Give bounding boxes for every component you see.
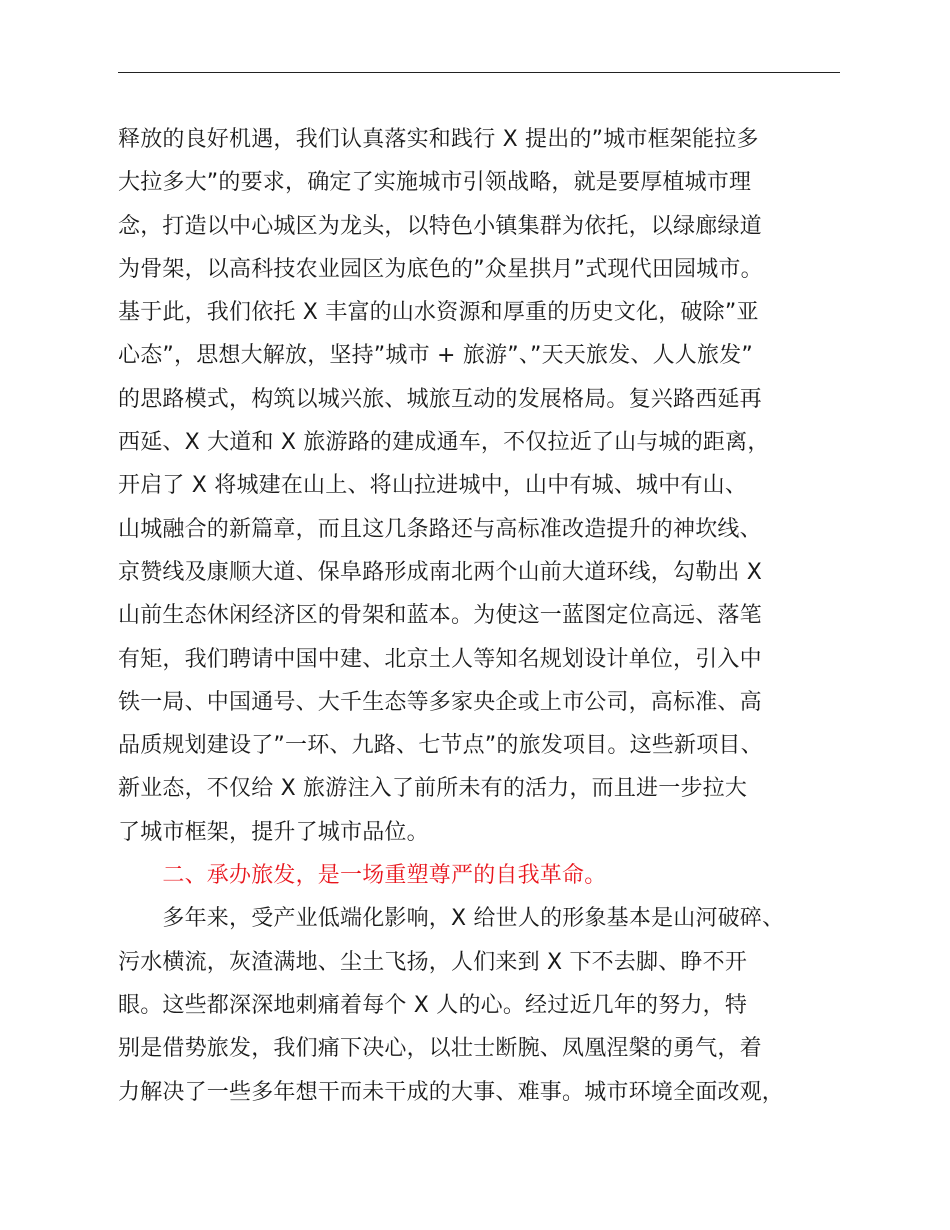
paragraph-1-line: 品质规划建设了”一环、九路、七节点”的旅发项目。这些新项目、 <box>118 733 763 759</box>
paragraph-2-line: 多年来，受产业低端化影响，X 给世人的形象基本是山河破碎、 <box>118 906 785 932</box>
paragraph-1-line: 京赞线及康顺大道、保阜路形成南北两个山前大道环线，勾勒出 X <box>118 559 763 585</box>
header-rule <box>118 72 840 73</box>
paragraph-1-line: 开启了 X 将城建在山上、将山拉进城中，山中有城、城中有山、 <box>118 473 748 499</box>
paragraph-1-line: 山前生态休闲经济区的骨架和蓝本。为使这一蓝图定位高远、落笔 <box>118 603 762 629</box>
paragraph-1-line: 基于此，我们依托 X 丰富的山水资源和厚重的历史文化，破除”亚 <box>118 300 759 326</box>
paragraph-1-line: 铁一局、中国通号、大千生态等多家央企或上市公司，高标准、高 <box>118 689 762 715</box>
paragraph-1-line: 山城融合的新篇章，而且这几条路还与高标准改造提升的神坎线、 <box>118 516 762 542</box>
paragraph-1-line: 心态”，思想大解放，坚持”城市 + 旅游”、”天天旅发、人人旅发” <box>118 343 754 369</box>
paragraph-2-line: 眼。这些都深深地刺痛着每个 X 人的心。经过近几年的努力，特 <box>118 992 748 1018</box>
document-body <box>118 118 848 1114</box>
paragraph-1-line: 释放的良好机遇，我们认真落实和践行 X 提出的”城市框架能拉多 <box>118 127 759 152</box>
section-heading: 二、承办旅发，是一场重塑尊严的自我革命。 <box>118 863 607 889</box>
paragraph-1-line: 西延、X 大道和 X 旅游路的建成通车，不仅拉近了山与城的距离， <box>118 430 770 456</box>
paragraph-2-line: 别是借势旅发，我们痛下决心，以壮士断腕、凤凰涅槃的勇气，着 <box>118 1036 762 1062</box>
paragraph-1-line: 为骨架，以高科技农业园区为底色的”众星拱月”式现代田园城市。 <box>118 256 763 282</box>
paragraph-1-line: 大拉多大”的要求，确定了实施城市引领战略，就是要厚植城市理 <box>118 170 752 196</box>
paragraph-1-line: 念，打造以中心城区为龙头，以特色小镇集群为依托，以绿廊绿道 <box>118 213 762 239</box>
paragraph-1-line: 有矩，我们聘请中国中建、北京土人等知名规划设计单位，引入中 <box>118 646 762 672</box>
paragraph-2-line: 力解决了一些多年想干而未干成的大事、难事。城市环境全面改观， <box>118 1079 785 1105</box>
paragraph-1-line: 新业态，不仅给 X 旅游注入了前所未有的活力，而且进一步拉大 <box>118 776 748 802</box>
paragraph-1-line: 了城市框架，提升了城市品位。 <box>118 819 429 845</box>
paragraph-1-line: 的思路模式，构筑以城兴旅、城旅互动的发展格局。复兴路西延再 <box>118 386 762 412</box>
paragraph-2-line: 污水横流，灰渣满地、尘土飞扬，人们来到 X 下不去脚、睁不开 <box>118 949 748 975</box>
